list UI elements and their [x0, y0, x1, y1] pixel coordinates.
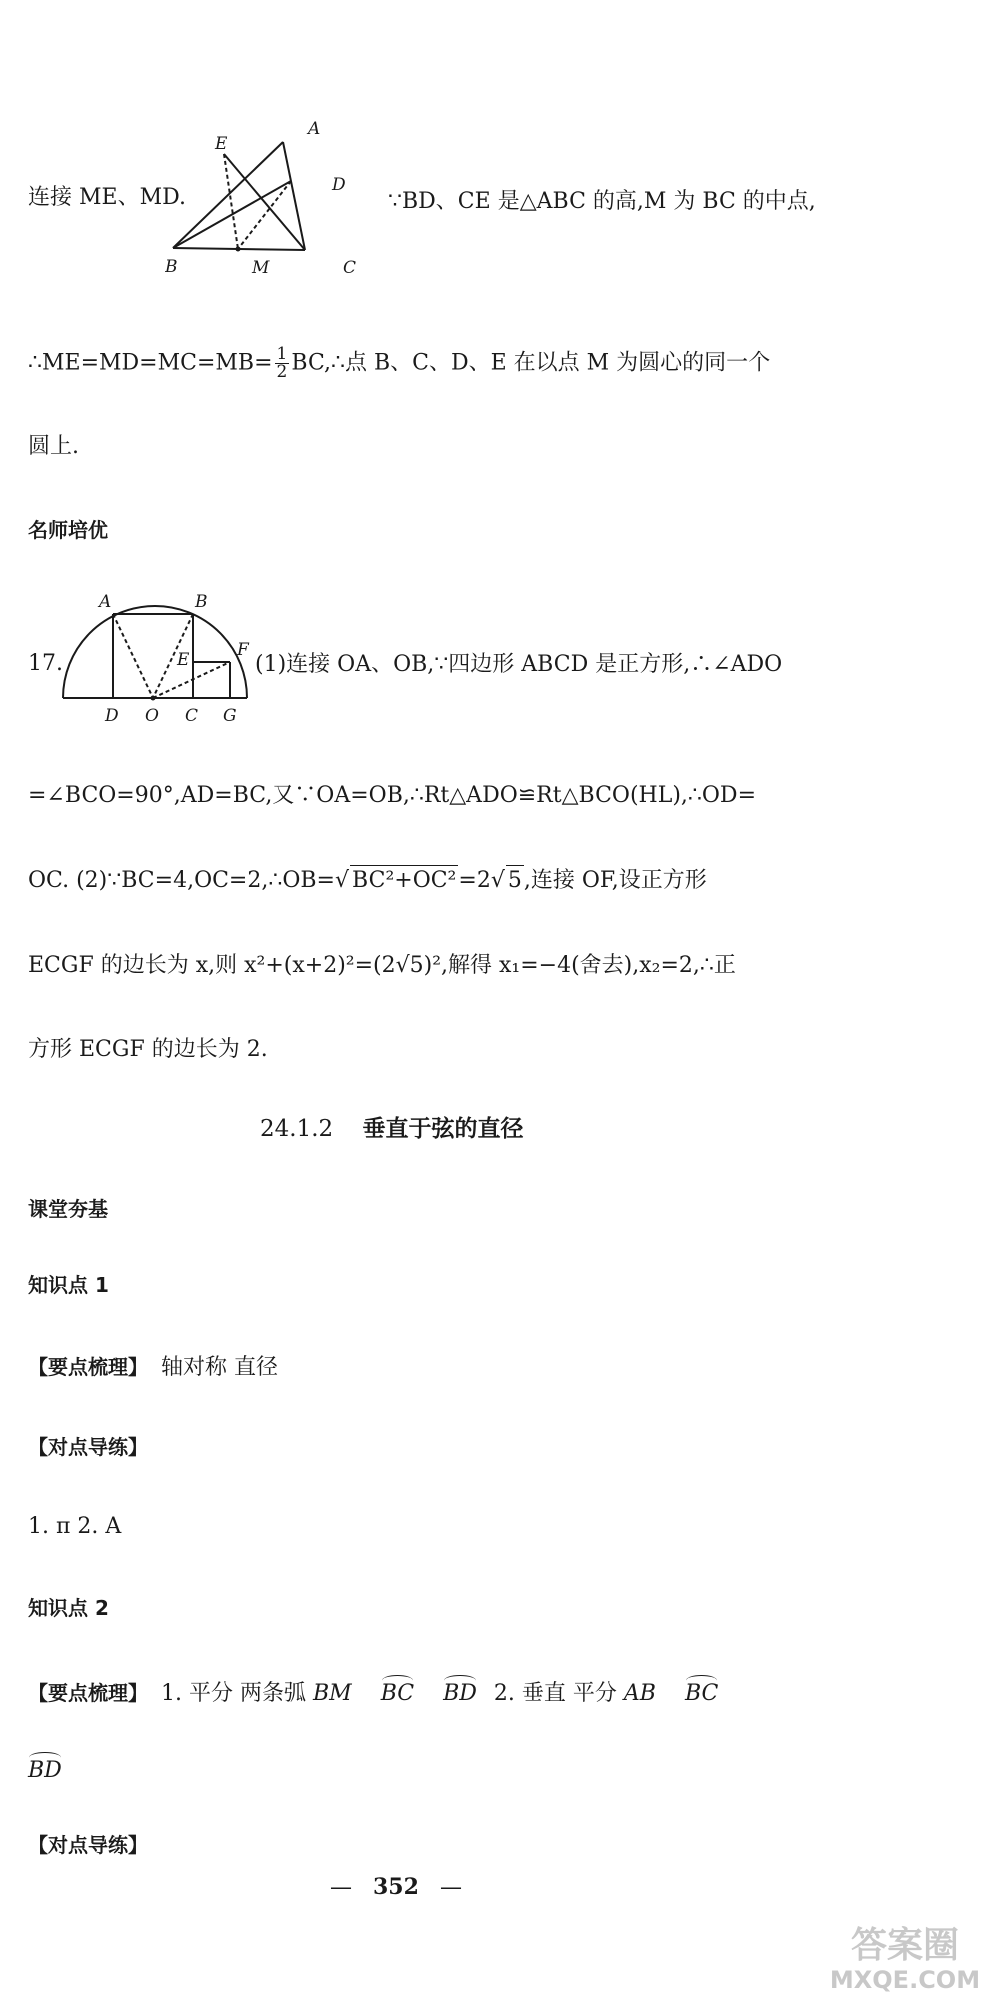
q17-line2: =∠BCO=90°,AD=BC,又∵OA=OB,∴Rt△ADO≌Rt△BCO(HL),∴OD= [28, 783, 757, 808]
kp2-yaodian: 【要点梳理】 1. 平分 两条弧 BM BC BD 2. 垂直 平分 AB BC [28, 1673, 718, 1709]
fig2-label-a: A [99, 592, 112, 612]
arc-bc-2: BC [685, 1673, 718, 1709]
sqrt-five: 5 [506, 865, 524, 896]
fig1-label-b: B [165, 257, 178, 277]
kp2-title: 知识点 2 [28, 1596, 109, 1620]
q16-lead-text: 连接 ME、MD. [28, 185, 186, 210]
fig2-label-f: F [237, 640, 249, 660]
one-half-fraction: $\frac{1}{2}$ [276, 344, 288, 382]
q16-lead [28, 183, 186, 213]
kp2-duidian: 【对点导练】 [28, 1833, 148, 1857]
kp2-yaodian-cont [28, 1750, 62, 1786]
fig2-label-o: O [145, 706, 159, 725]
sqrt-expression: BC²+OC² [350, 865, 458, 896]
site-watermark: 答案圈 MXQE.COM [829, 1925, 981, 1994]
arc-bd-2: BD [28, 1750, 62, 1786]
fig1-label-m: M [252, 258, 270, 278]
kp1-title: 知识点 1 [28, 1273, 109, 1297]
fig1-label-a: A [308, 119, 321, 139]
semicircle-figure [55, 565, 255, 725]
q17-num: 17. [28, 651, 63, 676]
fig1-label-e: E [215, 134, 228, 154]
kp1-duidian: 【对点导练】 [28, 1435, 148, 1459]
q17-line1: (1)连接 OA、OB,∵四边形 ABCD 是正方形,∴∠ADO [255, 652, 783, 677]
q17-line3: OC. (2)∵BC=4,OC=2,∴OB=√ BC²+OC²=2√ 5,连接 OF,设正方形 [28, 865, 707, 896]
section-heading [260, 1114, 523, 1144]
q16-tail: 圆上. [28, 434, 79, 459]
fig2-label-c: C [185, 706, 199, 725]
triangle-figure [165, 118, 385, 283]
kp1-yaodian: 【要点梳理】 轴对称 直径 [28, 1355, 278, 1380]
q17-line4: ECGF 的边长为 x,则 x²+(x+2)²=(2√5)²,解得 x₁=−4(舍去),x₂=2,∴正 [28, 953, 736, 978]
fig2-label-d: D [105, 706, 119, 725]
q17-line5: 方形 ECGF 的边长为 2. [28, 1037, 268, 1062]
q16-because: ∵BD、CE 是△ABC 的高,M 为 BC 的中点, [388, 189, 816, 214]
fig2-label-b: B [195, 592, 208, 612]
section-number: 24.1.2 [260, 1116, 334, 1142]
kp1-answers: 1. π 2. A [28, 1514, 122, 1539]
q16-conclusion: ∴ME=MD=MC=MB= $\frac{1}{2}$ BC,∴点 B、C、D、E 在以点 M 为圆心的同一个 [28, 344, 771, 382]
arc-bd: BD [443, 1673, 477, 1709]
section-title: 垂直于弦的直径 [362, 1116, 524, 1142]
section-ketang-heading: 课堂夯基 [28, 1197, 108, 1221]
arc-bc: BC [381, 1673, 414, 1709]
section-mingshi-heading: 名师培优 [28, 518, 108, 542]
page-number: — 352 — [330, 1874, 462, 1900]
fig2-label-e: E [177, 650, 190, 670]
fig1-label-c: C [343, 258, 357, 278]
fig1-label-d: D [332, 175, 346, 195]
fig2-label-g: G [223, 706, 237, 725]
